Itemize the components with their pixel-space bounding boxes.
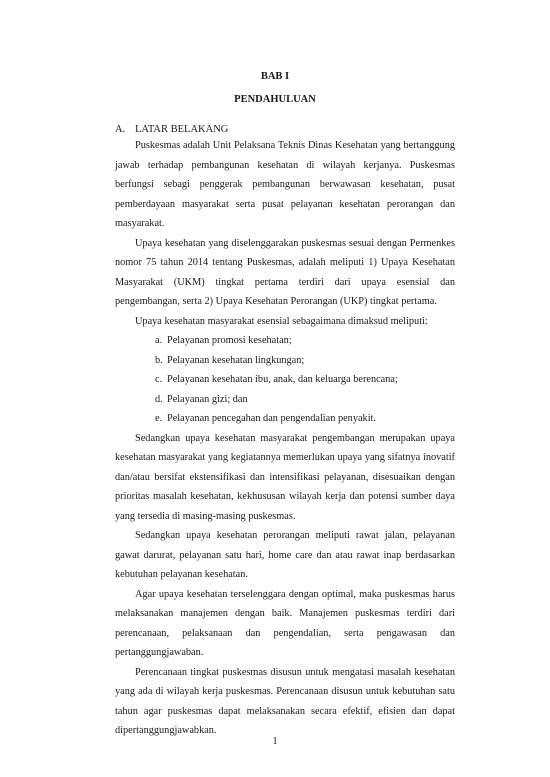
list-marker: c.	[155, 374, 163, 385]
page-number: 1	[272, 736, 278, 747]
list-item-text: Pelayanan gizi; dan	[167, 393, 248, 405]
section-heading	[115, 124, 228, 136]
list-marker: d.	[155, 393, 163, 405]
paragraph: Perencanaan tingkat puskesmas disusun untuk mengatasi masalah kesehatan yang ada di wilayah kerja puskesmas. Perencanaan disusun untuk kebutuhan satu tahun agar puskesmas dapat melaksanakan secara efektif, efisien dan dapat dipertanggungjawabkan.	[115, 666, 455, 736]
paragraph: Sedangkan upaya kesehatan perorangan meliputi rawat jalan, pelayanan gawat darurat, pelayanan satu hari, home care dan atau rawat inap berdasarkan kebutuhan pelayanan kesehatan.	[115, 530, 455, 580]
paragraph: Sedangkan upaya kesehatan masyarakat pengembangan merupakan upaya kesehatan masyarakat yang kegiatannya memerlukan upaya yang sifatnya inovatif dan/atau bersifat ekstensifikasi dan intensifikasi pelayanan, disesuaikan dengan prioritas masalah kesehatan, kekhususan wilayah kerja dan potensi sumber daya yang tersedia di masing-masing puskesmas.	[115, 432, 455, 522]
list-item-text: Pelayanan kesehatan lingkungan;	[167, 354, 305, 366]
list-item	[115, 351, 455, 371]
list-marker: e.	[155, 413, 163, 424]
list-item	[115, 370, 455, 390]
chapter-label: BAB I	[260, 71, 290, 82]
list-item-text: Pelayanan promosi kesehatan;	[167, 335, 292, 346]
paragraph: Upaya kesehatan yang diselenggarakan puskesmas sesuai dengan Permenkes nomor 75 tahun 2014 tentang Puskesmas, adalah meliputi 1) Upaya Kesehatan Masyarakat (UKM) tingkat pertama terdiri dari upaya esensial dan pengembangan, serta 2) Upaya Kesehatan Perorangan (UKP) tingkat pertama.	[115, 237, 455, 307]
list-item	[115, 409, 455, 429]
section-title: LATAR BELAKANG	[135, 124, 229, 135]
list-marker: b.	[155, 354, 163, 366]
paragraph: Upaya kesehatan masyarakat esensial sebagaimana dimaksud meliputi:	[135, 315, 428, 327]
list-marker: a.	[155, 335, 163, 346]
list-item	[115, 331, 455, 351]
paragraph: Agar upaya kesehatan terselenggara dengan optimal, maka puskesmas harus melaksanakan manajemen dengan baik. Manajemen puskesmas terdiri dari perencanaan, pelaksanaan dan pengendalian, serta pengawasan dan pertanggungjawaban.	[115, 588, 455, 658]
list-item	[115, 390, 455, 410]
list-item-text: Pelayanan kesehatan ibu, anak, dan keluarga berencana;	[167, 374, 398, 385]
service-list	[115, 331, 455, 429]
document-body	[115, 136, 455, 741]
paragraph: Puskesmas adalah Unit Pelaksana Teknis Dinas Kesehatan yang bertanggung jawab terhadap pembangunan kesehatan di wilayah kerjanya. Puskesmas berfungsi sebagi penggerak pembangunan berwawasan kesehatan, pusat pemberdayaan masyarakat serta pusat pelayanan kesehatan perorangan dan masyarakat.	[115, 140, 455, 229]
list-item-text: Pelayanan pencegahan dan pengendalian penyakit.	[167, 413, 376, 424]
chapter-title: PENDAHULUAN	[234, 94, 316, 105]
section-number: A.	[115, 124, 126, 135]
